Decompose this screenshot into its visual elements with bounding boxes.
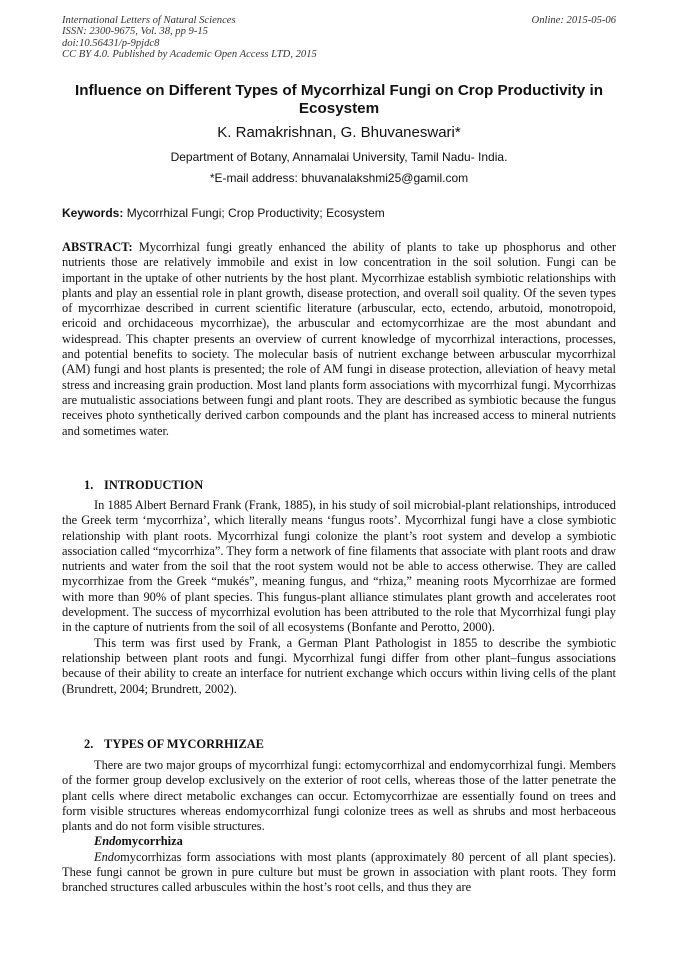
paper-title: Influence on Different Types of Mycorrhizal Fungi on Crop Productivity in Ecosystem (75, 82, 603, 117)
abstract (62, 240, 616, 439)
journal-header (62, 15, 616, 61)
journal-name: International Letters of Natural Sciences (62, 15, 236, 26)
paragraph (62, 850, 616, 896)
abstract-text: Mycorrhizal fungi greatly enhanced the ability of plants to take up phosphorus and other nutrients those are relatively immobile and exist in low concentration in the soil solution. Fungi can be important in the uptake of other nutrients by the host plant. Mycorrhizae establish symbiotic relationships with plants and play an essential role in plant growth, disease protection, and overall soil quality. Of the seven types of mycorrhizae described in current scientific literature (arbuscular, ecto, ectendo, arbutoid, monotropoid, ericoid and orchidaceous mycorrhizae), the arbuscular and ectomycorrhizae are the most abundant and widespread. This chapter presents an overview of current knowledge of mycorrhizal interactions, processes, and potential benefits to society. The molecular basis of nutrient exchange between arbuscular mycorrhizal (AM) fungi and host plants is presented; the role of AM fungi in disease protection, alleviation of heavy metal stress and increasing grain production. Most land plants form associations with mycorrhizal fungi. Mycorrhizas are mutualistic associations between fungi and plant roots. They are described as symbiotic because the fungus receives photo synthetically derived carbon compounds and the plant has increased access to mineral nutrients and sometimes water. (62, 240, 616, 438)
types-body (62, 758, 616, 896)
paragraph-text: mycorrhizas form associations with most plants (approximately 80 percent of all plant species). These fungi cannot be grown in pure culture but must be grown in association with plant roots. They form branched structures called arbuscules within the host’s root cells, and thus they are (62, 849, 616, 895)
subheading-italic: Endo (94, 834, 122, 849)
paragraph-italic-lead: Endo (94, 849, 121, 864)
keywords-text: Mycorrhizal Fungi; Crop Productivity; Ecosystem (123, 206, 385, 220)
subheading-endomycorrhiza (62, 834, 616, 849)
abstract-label: ABSTRACT: (62, 240, 133, 254)
section-heading-introduction (84, 478, 203, 493)
paragraph: In 1885 Albert Bernard Frank (Frank, 1885), in his study of soil microbial-plant relationships, introduced the Greek term ‘mycorrhiza’, which literally means ‘fungus roots’. Mycorrhizal fungi have a close symbiotic relationship with plant roots. Mycorrhizal fungi colonize the plant’s root system and develop a symbiotic association called “mycorrhiza”. They form a network of fine filaments that associate with plant roots and draw nutrients and water from the soil that the root system would not be able to access otherwise. They are called mycorrhizae from the Greek “mukés”, meaning fungus, and “rhiza,” meaning roots Mycorrhizae are formed with more than 90% of plant species. This fungus-plant alliance stimulates plant growth and accelerates root development. The success of mycorrhizal evolution has been attributed to the role that Mycorrhizal fungi play in the capture of nutrients from the soil of all ecosystems (Bonfante and Perotto, 2000). (62, 498, 616, 635)
section-number: 2. (84, 737, 94, 751)
author-affiliation: Department of Botany, Annamalai University, Tamil Nadu- India. (170, 150, 508, 164)
section-title: INTRODUCTION (104, 478, 204, 492)
journal-license: CC BY 4.0. Published by Academic Open Access LTD, 2015 (62, 49, 317, 61)
subheading-rest: mycorrhiza (121, 834, 183, 849)
paragraph: There are two major groups of mycorrhizal fungi: ectomycorrhizal and endomycorrhizal fungi. Members of the former group develop exclusively on the exterior of root cells, whereas those of the latter penetrate the plant cells where direct metabolic exchanges can occur. Ectomycorrhizae are essentially found on trees and form visible structures whereas endomycorrhizal fungi colonize trees as well as shrubs and most herbaceous plants and do not form visible structures. (62, 758, 616, 834)
journal-issn: ISSN: 2300-9675, Vol. 38, pp 9-15 (62, 26, 208, 38)
paper-authors: K. Ramakrishnan, G. Bhuvaneswari* (217, 124, 461, 141)
section-heading-types (84, 737, 264, 752)
section-number: 1. (84, 478, 94, 492)
keywords (62, 206, 616, 221)
section-title: TYPES OF MYCORRHIZAE (104, 737, 264, 751)
introduction-body (62, 498, 616, 697)
keywords-label: Keywords: (62, 206, 124, 220)
online-date: Online: 2015-05-06 (531, 15, 616, 26)
journal-doi: doi:10.56431/p-9pjdc8 (62, 37, 160, 49)
paragraph: This term was first used by Frank, a German Plant Pathologist in 1855 to describe the symbiotic relationship between plant roots and fungi. Mycorrhizal fungi differ from other plant–fungus associations because of their ability to create an interface for nutrient exchange which occurs within living cells of the plant (Brundrett, 2004; Brundrett, 2002). (62, 635, 616, 696)
author-email: *E-mail address: bhuvanalakshmi25@gamil.com (209, 171, 469, 185)
